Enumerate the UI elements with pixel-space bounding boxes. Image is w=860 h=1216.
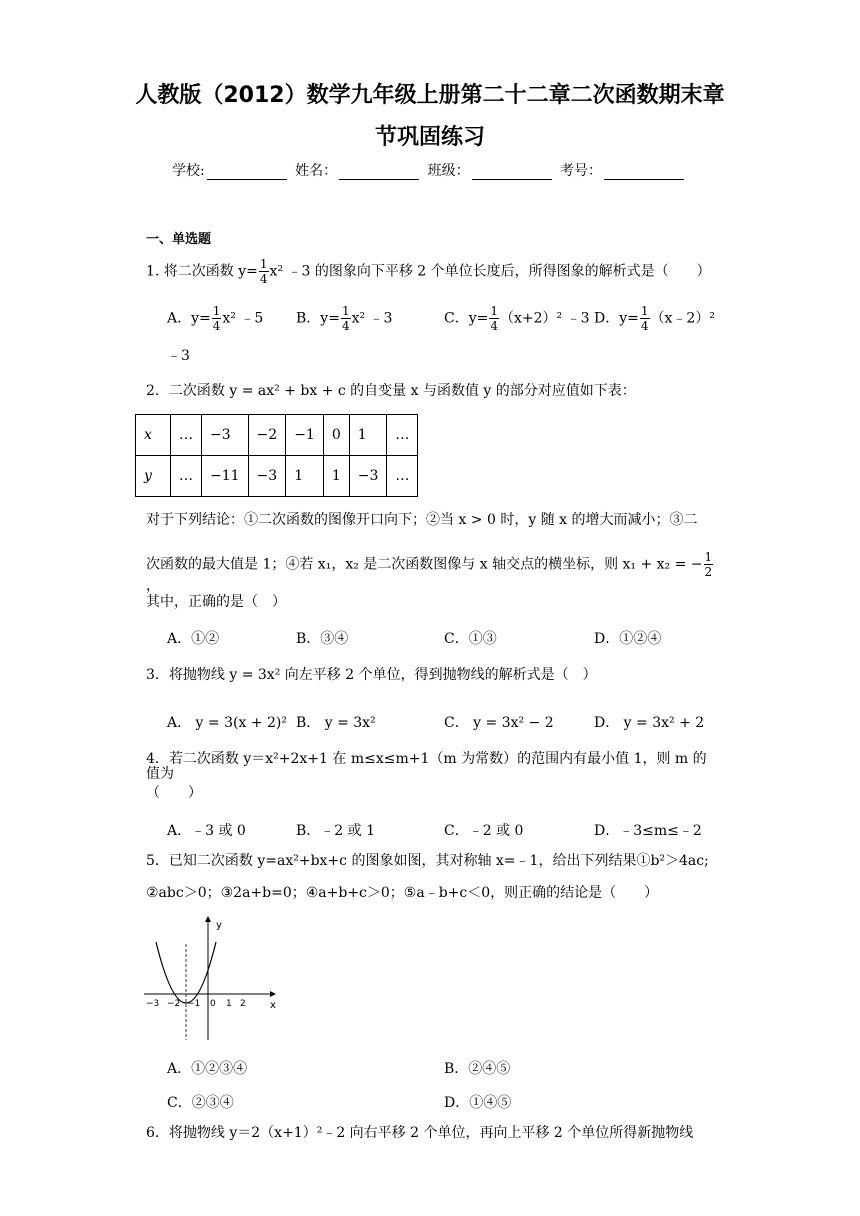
question-2-line1: 对于下列结论：①二次函数的图像开口向下；②当 x > 0 时，y 随 x 的增大而减小；③二	[146, 512, 698, 528]
page-title: 人教版（2012）数学九年级上册第二十二章二次函数期末章	[135, 83, 725, 108]
tick-label: 0	[210, 999, 216, 1009]
q4-option-a: A．﹣3 或 0	[167, 823, 246, 839]
question-2-line2: 次函数的最大值是 1；④若 x₁，x₂ 是二次函数图像与 x 轴交点的横坐标，则 x₁ + x₂ = − $\frac{1}{2}$ ，	[146, 550, 713, 594]
y-axis-label: y	[216, 920, 222, 931]
question-6-stem: 6．将抛物线 y＝2（x+1）²﹣2 向右平移 2 个单位，再向上平移 2 个单位所得新抛物线	[146, 1125, 694, 1141]
tick-label: 2	[240, 999, 246, 1009]
q3-option-c: C． y = 3x² − 2	[444, 715, 554, 731]
section-heading: 一、单选题	[146, 232, 212, 247]
q2-option-a: A．①②	[167, 631, 220, 647]
name-label: 姓名：	[295, 163, 338, 179]
parabola-graph	[142, 914, 282, 1044]
q1-option-b: B．y= $\frac{1}{4}$ x² ﹣3	[296, 304, 393, 333]
class-label: 班级：	[427, 163, 470, 179]
q4-option-b: B．﹣2 或 1	[296, 823, 376, 839]
student-info-row	[0, 160, 860, 180]
page-title-line2: 节巩固练习	[374, 125, 485, 150]
question-4-stem-cont: （ ）	[146, 785, 202, 801]
q5-option-b: B．②④⑤	[444, 1061, 511, 1077]
q5-option-c: C．②③④	[167, 1095, 234, 1111]
question-4-stem: 4．若二次函数 y＝x²+2x+1 在 m≤x≤m+1（m 为常数）的范围内有最小值 1，则 m 的值为	[146, 751, 707, 783]
exam-no-label: 考号：	[560, 163, 603, 179]
q2-option-b: B．③④	[296, 631, 349, 647]
q2-option-d: D．①②④	[594, 631, 662, 647]
q1-option-c: C．y= $\frac{1}{4}$ （x+2）² ﹣3	[444, 304, 590, 333]
question-2-stem: 2．二次函数 y = ax² + bx + c 的自变量 x 与函数值 y 的部分对应值如下表：	[146, 383, 636, 399]
q2-option-c: C．①③	[444, 631, 497, 647]
question-5-stem-cont: ②abc＞0；③2a+b=0；④a+b+c＞0；⑤a﹣b+c＜0，则正确的结论是（ ）	[146, 885, 659, 901]
tick-label: −3	[146, 999, 160, 1009]
q3-option-a: A． y = 3(x + 2)²	[167, 715, 287, 731]
question-5-stem: 5．已知二次函数 y=ax²+bx+c 的图象如图，其对称轴 x=﹣1，给出下列结果①b²＞4ac;	[146, 853, 709, 869]
question-2-line3: 其中，正确的是（ ）	[146, 594, 286, 610]
school-label: 学校:	[171, 163, 205, 179]
tick-label: −1	[187, 999, 201, 1009]
q3-option-b: B． y = 3x²	[296, 715, 376, 731]
question-1-stem: 1. 将二次函数 y= $\frac{1}{4}$ x² ﹣3 的图象向下平移 2 个单位长度后，所得图象的解析式是（ ）	[146, 257, 711, 286]
q1-option-a: A．y= $\frac{1}{4}$ x² ﹣5	[167, 304, 264, 333]
fraction: $\frac{1}{4}$	[259, 257, 268, 286]
table-row: y … −11 −3 1 1 −3 …	[136, 456, 418, 497]
q3-option-d: D． y = 3x² + 2	[594, 715, 705, 731]
school-blank	[207, 165, 287, 180]
x-axis-label: x	[270, 1000, 276, 1011]
q4-option-c: C．﹣2 或 0	[444, 823, 524, 839]
value-table	[135, 414, 418, 497]
y-axis-arrow	[205, 916, 211, 922]
q1-option-d: D．y= $\frac{1}{4}$ （x﹣2）²	[594, 304, 715, 333]
question-3-stem: 3．将抛物线 y = 3x² 向左平移 2 个单位，得到抛物线的解析式是（ ）	[146, 667, 597, 683]
q5-option-d: D．①④⑤	[444, 1095, 512, 1111]
table-row: x … −3 −2 −1 0 1 …	[136, 415, 418, 456]
tick-label: −2	[167, 999, 181, 1009]
q5-option-a: A．①②③④	[167, 1061, 248, 1077]
class-blank	[472, 165, 552, 180]
tick-label: 1	[226, 999, 232, 1009]
q1-option-d-continued: ﹣3	[167, 348, 190, 364]
x-axis-arrow	[270, 991, 276, 997]
q4-option-d: D．﹣3≤m≤﹣2	[594, 823, 702, 839]
exam-no-blank	[604, 165, 684, 180]
name-blank	[339, 165, 419, 180]
